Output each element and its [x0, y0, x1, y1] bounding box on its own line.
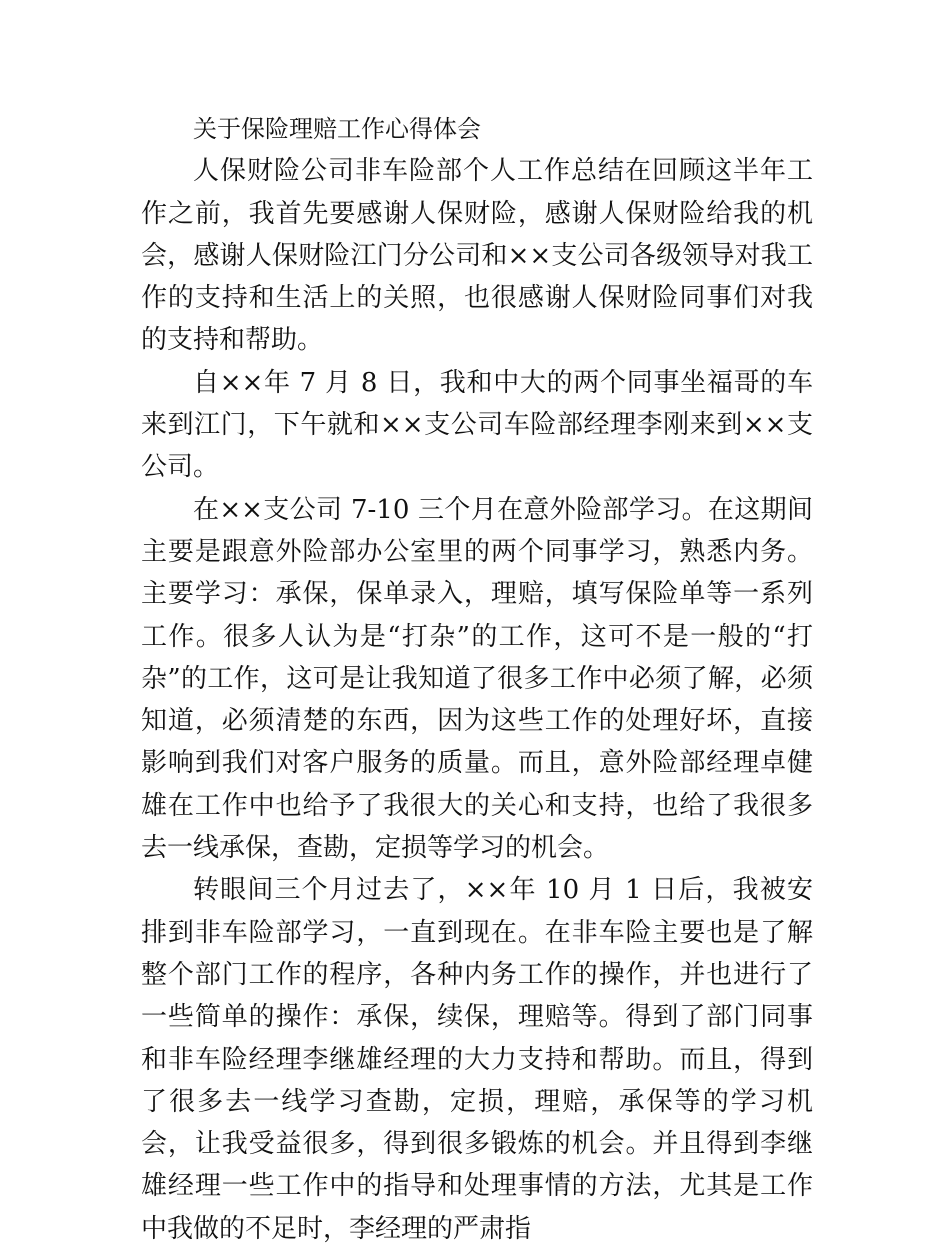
paragraph-accident-dept: 在××支公司 7-10 三个月在意外险部学习。在这期间主要是跟意外险部办公室里的两个同事学习，熟悉内务。主要学习：承保，保单录入，理赔，填写保险单等一系列工作。很多人认为是“打杂”的工作，这可不是一般的“打杂”的工作，这可是让我知道了很多工作中必须了解，必须知道，必须清楚的东西，因为这些工作的处理好坏，直接影响到我们对客户服务的质量。而且，意外险部经理卓健雄在工作中也给予了我很大的关心和支持，也给了我很多去一线承保，查勘，定损等学习的机会。 [141, 494, 813, 864]
paragraph-arrival: 自××年 7 月 8 日，我和中大的两个同事坐福哥的车来到江门，下午就和××支公司车险部经理李刚来到××支公司。 [141, 367, 813, 483]
document-body [141, 108, 813, 1250]
document-title: 关于保险理赔工作心得体会 [193, 115, 481, 143]
paragraph-non-auto-dept: 转眼间三个月过去了，××年 10 月 1 日后，我被安排到非车险部学习，一直到现在。在非车险主要也是了解整个部门工作的程序，各种内务工作的操作，并也进行了一些简单的操作：承保，续保，理赔等。得到了部门同事和非车险经理李继雄经理的大力支持和帮助。而且，得到了很多去一线学习查勘，定损，理赔，承保等的学习机会，让我受益很多，得到很多锻炼的机会。并且得到李继雄经理一些工作中的指导和处理事情的方法，尤其是工作中我做的不足时，李经理的严肃指 [141, 875, 813, 1244]
paragraph-thanks: 人保财险公司非车险部个人工作总结在回顾这半年工作之前，我首先要感谢人保财险，感谢人保财险给我的机会，感谢人保财险江门分公司和××支公司各级领导对我工作的支持和生活上的关照，也很感谢人保财险同事们对我的支持和帮助。 [141, 156, 813, 356]
